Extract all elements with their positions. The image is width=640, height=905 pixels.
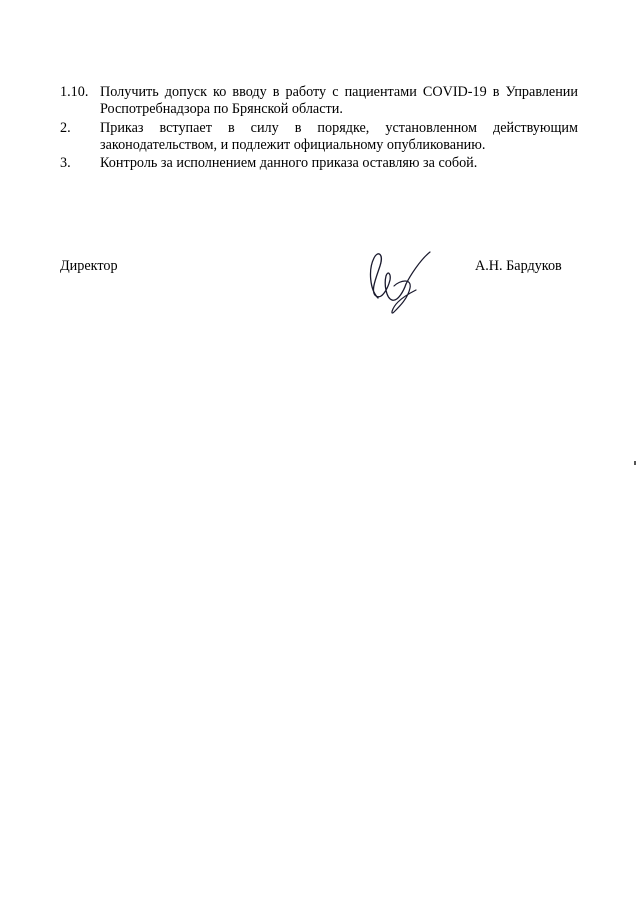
scan-edge-mark [634,461,636,465]
handwritten-signature [360,240,440,320]
item-number: 2. [60,120,71,136]
item-text-line: законодательством, и подлежит официальному опубликованию. [100,137,486,153]
item-text: Контроль за исполнением данного приказа оставляю за собой. [100,155,478,171]
item-number: 3. [60,155,71,171]
item-text: Получить допуск ко вводу в работу с пациентами COVID-19 в Управлении Роспотребнадзора по Брянской области. [100,84,578,117]
item-text-line: Приказ вступает в силу в порядке, установленном действующим [100,120,578,136]
signatory-role: Директор [60,258,118,274]
signatory-name: А.Н. Бардуков [475,258,562,274]
list-item [60,120,578,154]
list-item [60,155,578,172]
list-item [60,84,578,118]
item-number: 1.10. [60,84,89,100]
